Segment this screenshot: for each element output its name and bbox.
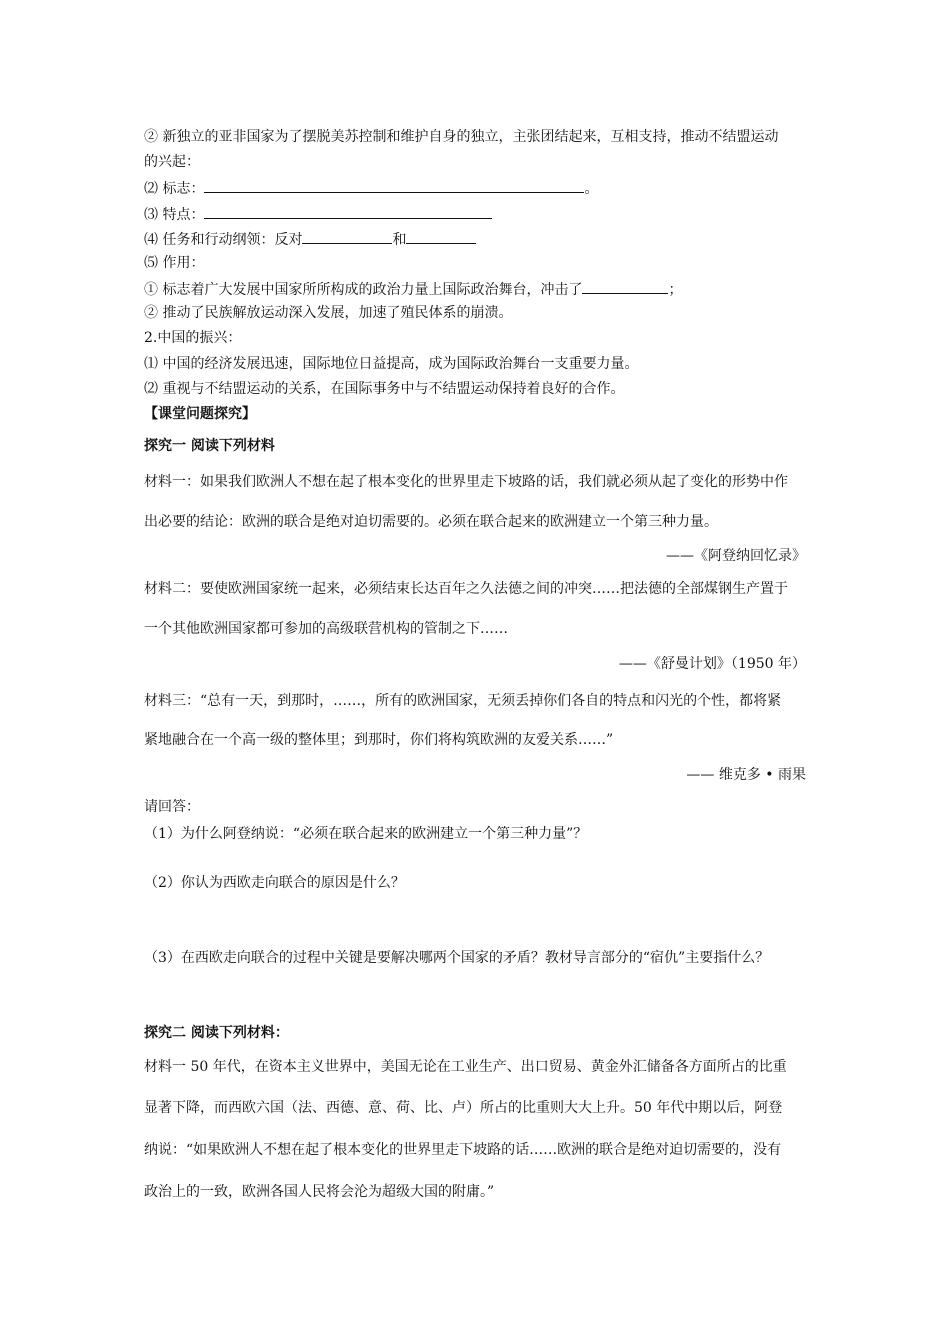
feature-blank[interactable] [204, 204, 492, 219]
material-3-source: —— 维克多 • 雨果 [686, 767, 806, 783]
effect-1-text: ① 标志着广大发展中国家所所构成的政治力量上国际政治舞台，冲击了 [144, 282, 583, 298]
material-4-line-2: 显著下降，而西欧六国（法、西德、意、荷、比、卢）所占的比重则大大上升。50 年代中期以后，阿登 [144, 1100, 783, 1116]
material-2-source: ——《舒曼计划》（1950 年） [618, 656, 806, 672]
feature-label: ⑶ 特点： [144, 207, 205, 223]
answer-prompt: 请回答： [144, 799, 200, 815]
material-4-line-1: 材料一 50 年代，在资本主义世界中，美国无论在工业生产、出口贸易、黄金外汇储备各方面所占的比重 [144, 1059, 787, 1075]
task-blank-1[interactable] [302, 229, 392, 244]
effect-1-end: ； [668, 282, 683, 298]
material-1-line-1: 材料一：如果我们欧洲人不想在起了根本变化的世界里走下坡路的话，我们就必须从起了变化的形势中作 [144, 474, 788, 490]
material-2-line-2: 一个其他欧洲国家都可参加的高级联营机构的管制之下…… [144, 621, 508, 637]
mark-row [144, 178, 598, 198]
inquiry-1-title: 探究一 阅读下列材料 [144, 438, 275, 454]
material-4-line-4: 政治上的一致，欧洲各国人民将会沦为超级大国的附庸。” [144, 1184, 495, 1200]
question-2: （2）你认为西欧走向联合的原因是什么？ [144, 875, 405, 891]
material-1-source: ——《阿登纳回忆录》 [666, 548, 806, 564]
material-2-line-1: 材料二：要使欧洲国家统一起来，必须结束长达百年之久法德之间的冲突……把法德的全部煤钢生产置于 [144, 581, 788, 597]
material-4-line-3: 纳说：“如果欧洲人不想在起了根本变化的世界里走下坡路的话……欧洲的联合是绝对迫切需要的，没有 [144, 1142, 782, 1158]
mark-label: ⑵ 标志： [144, 181, 205, 197]
china-item-2: ⑵ 重视与不结盟运动的关系，在国际事务中与不结盟运动保持着良好的合作。 [144, 381, 625, 397]
question-3: （3）在西欧走向联合的过程中关键是要解决哪两个国家的矛盾？教材导言部分的“宿仇”主要指什么？ [144, 950, 770, 966]
task-blank-2[interactable] [406, 229, 476, 244]
mark-end: 。 [584, 181, 599, 197]
nonaligned-line-2: 的兴起： [144, 154, 200, 170]
task-row [144, 229, 476, 249]
nonaligned-line-1: ② 新独立的亚非国家为了摆脱美苏控制和维护自身的独立，主张团结起来，互相支持，推动不结盟运动 [144, 129, 779, 145]
task-label: ⑷ 任务和行动纲领：反对 [144, 232, 303, 248]
question-1: （1）为什么阿登纳说：“必须在联合起来的欧洲建立一个第三种力量”？ [144, 826, 588, 842]
effect-label: ⑸ 作用： [144, 255, 205, 271]
material-3-line-2: 紧地融合在一个高一级的整体里；到那时，你们将构筑欧洲的友爱关系……” [144, 732, 614, 748]
feature-row [144, 204, 492, 224]
classroom-heading: 【课堂问题探究】 [144, 406, 256, 422]
material-3-line-1: 材料三：“总有一天，到那时，……，所有的欧洲国家，无须丢掉你们各自的特点和闪光的个性，都将紧 [144, 693, 782, 709]
effect-1-row [144, 279, 682, 299]
inquiry-2-title: 探究二 阅读下列材料： [144, 1025, 289, 1041]
china-item-1: ⑴ 中国的经济发展迅速，国际地位日益提高，成为国际政治舞台一支重要力量。 [144, 356, 639, 372]
mark-blank[interactable] [204, 178, 584, 193]
effect-2: ② 推动了民族解放运动深入发展，加速了殖民体系的崩溃。 [144, 305, 513, 321]
material-1-line-2: 出必要的结论：欧洲的联合是绝对迫切需要的。必须在联合起来的欧洲建立一个第三种力量。 [144, 514, 718, 530]
china-title: 2.中国的振兴： [144, 330, 242, 346]
effect-1-blank[interactable] [582, 279, 668, 294]
task-and: 和 [392, 232, 407, 248]
